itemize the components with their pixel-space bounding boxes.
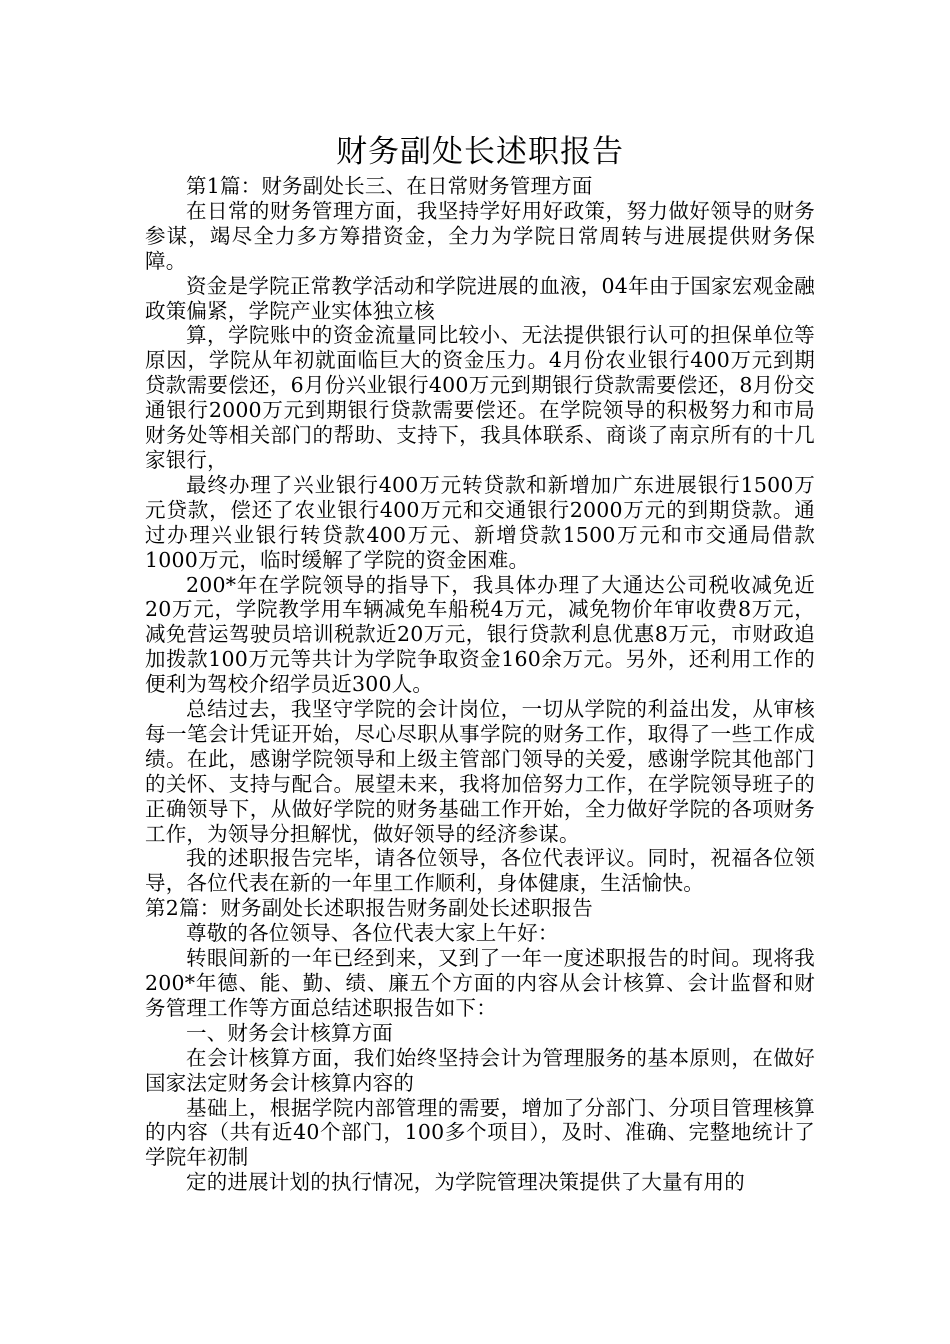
document-title: 财务副处长述职报告: [336, 134, 624, 170]
paragraph: 基础上，根据学院内部管理的需要，增加了分部门、分项目管理核算的内容（共有近40个部门，100多个项目），及时、准确、完整地统计了学院年初制: [145, 1095, 815, 1170]
paragraph: 转眼间新的一年已经到来，又到了一年一度述职报告的时间。现将我200*年德、能、勤、绩、廉五个方面的内容从会计核算、会计监督和财务管理工作等方面总结述职报告如下：: [145, 946, 815, 1020]
section-heading-2: 第2篇：财务副处长述职报告财务副处长述职报告: [145, 896, 593, 921]
document-body: [145, 132, 815, 1195]
paragraph: 最终办理了兴业银行400万元转贷款和新增加广东进展银行1500万元贷款，偿还了农业银行400万元和交通银行2000万元的到期贷款。通过办理兴业银行转贷款400万元、新增贷款1500万元和市交通局借款1000万元，临时缓解了学院的资金困难。: [145, 472, 815, 572]
subsection-heading: 一、财务会计核算方面: [186, 1020, 393, 1045]
paragraph: 定的进展计划的执行情况，为学院管理决策提供了大量有用的: [186, 1170, 745, 1195]
paragraph: 在日常的财务管理方面，我坚持学好用好政策，努力做好领导的财务参谋，竭尽全力多方筹措资金，全力为学院日常周转与进展提供财务保障。: [145, 198, 815, 273]
paragraph: 在会计核算方面，我们始终坚持会计为管理服务的基本原则，在做好国家法定财务会计核算内容的: [145, 1045, 815, 1095]
section-heading-1: 第1篇：财务副处长三、在日常财务管理方面: [186, 174, 593, 198]
paragraph: 尊敬的各位领导、各位代表大家上午好：: [186, 921, 559, 946]
paragraph: 算，学院账中的资金流量同比较小、无法提供银行认可的担保单位等原因，学院从年初就面临巨大的资金压力。4月份农业银行400万元到期贷款需要偿还，6月份兴业银行400万元到期银行贷款需要偿还，8月份交通银行2000万元到期银行贷款需要偿还。在学院领导的积极努力和市局财务处等相关部门的帮助、支持下，我具体联系、商谈了南京所有的十几家银行，: [145, 323, 815, 472]
paragraph: 200*年在学院领导的指导下，我具体办理了大通达公司税收减免近20万元，学院教学用车辆减免车船税4万元，减免物价年审收费8万元，减免营运驾驶员培训税款近20万元，银行贷款利息优惠8万元，市财政追加拨款100万元等共计为学院争取资金160余万元。另外，还利用工作的便利为驾校介绍学员近300人。: [145, 572, 815, 697]
paragraph: 资金是学院正常教学活动和学院进展的血液，04年由于国家宏观金融政策偏紧，学院产业实体独立核: [145, 273, 815, 323]
paragraph: 我的述职报告完毕，请各位领导，各位代表评议。同时，祝福各位领导，各位代表在新的一年里工作顺利，身体健康，生活愉快。: [145, 846, 815, 896]
paragraph: 总结过去，我坚守学院的会计岗位，一切从学院的利益出发，从审核每一笔会计凭证开始，尽心尽职从事学院的财务工作，取得了一些工作成绩。在此，感谢学院领导和上级主管部门领导的关爱，感谢学院其他部门的关怀、支持与配合。展望未来，我将加倍努力工作，在学院领导班子的正确领导下，从做好学院的财务基础工作开始，全力做好学院的各项财务工作，为领导分担解忧，做好领导的经济参谋。: [145, 697, 815, 846]
